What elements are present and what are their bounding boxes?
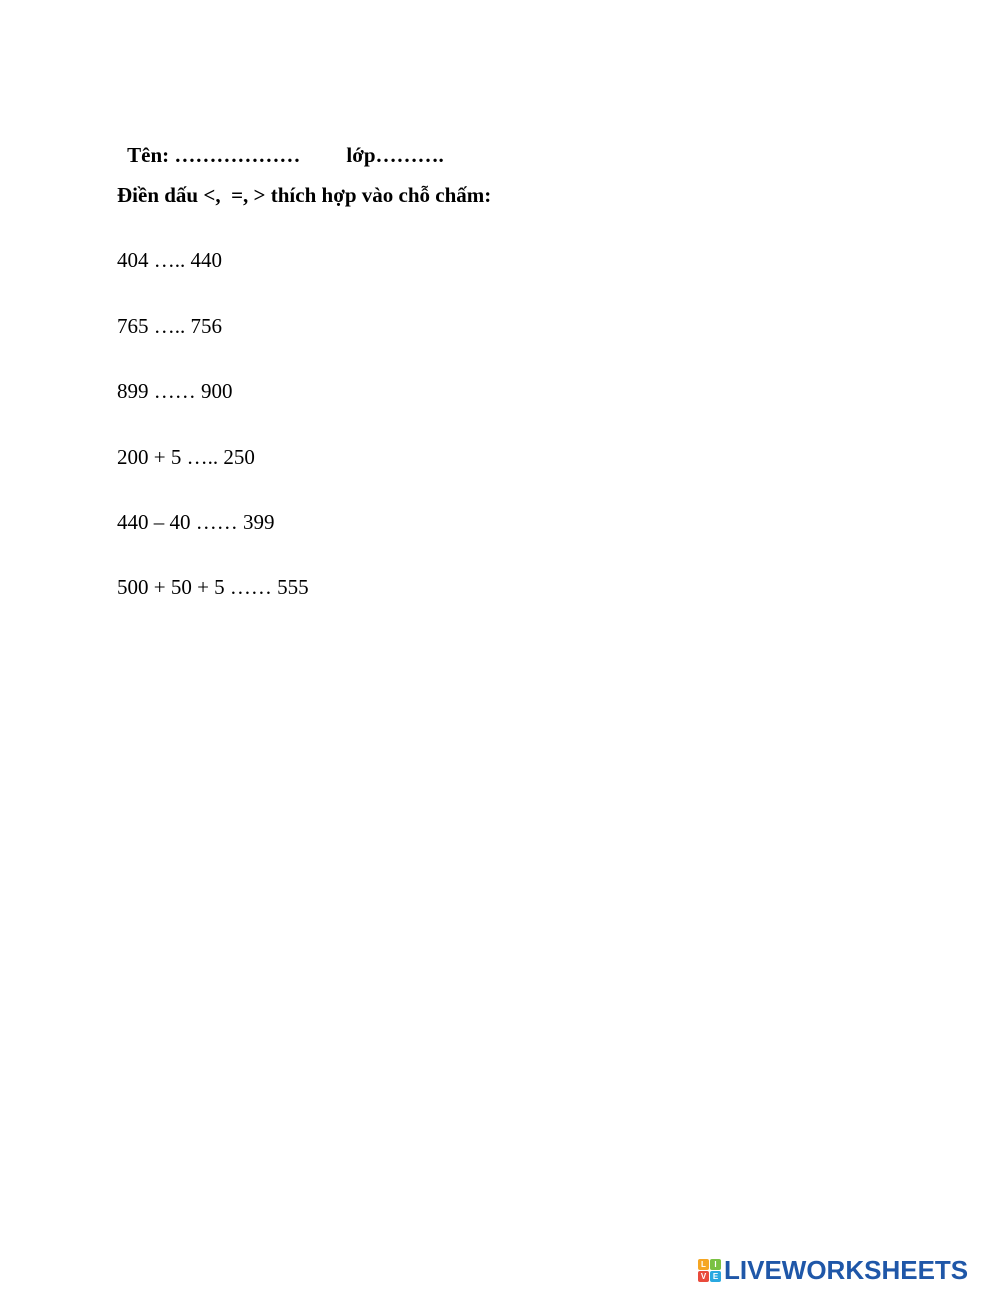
exercise-5: 440 – 40 …… 399 xyxy=(117,510,275,534)
exercise-2: 765 ….. 756 xyxy=(117,314,222,338)
class-field-label: lớp………. xyxy=(346,143,444,167)
logo-mark-icon xyxy=(698,1259,721,1282)
exercise-1: 404 ….. 440 xyxy=(117,248,222,272)
logo-text: LIVEWORKSHEETS xyxy=(724,1255,969,1285)
instruction-text: Điền dấu <, =, > thích hợp vào chỗ chấm: xyxy=(117,183,492,207)
logo-mark-v: V xyxy=(698,1271,709,1282)
exercise-3: 899 …… 900 xyxy=(117,379,233,403)
exercise-6: 500 + 50 + 5 …… 555 xyxy=(117,575,309,599)
logo-mark-i: I xyxy=(710,1259,721,1270)
liveworksheets-logo xyxy=(698,1255,968,1285)
exercise-4: 200 + 5 ….. 250 xyxy=(117,445,255,469)
logo-mark-e: E xyxy=(710,1271,721,1282)
logo-mark-l: L xyxy=(698,1259,709,1270)
name-field-label: Tên: ……………… xyxy=(127,143,301,167)
name-class-line xyxy=(117,118,444,168)
